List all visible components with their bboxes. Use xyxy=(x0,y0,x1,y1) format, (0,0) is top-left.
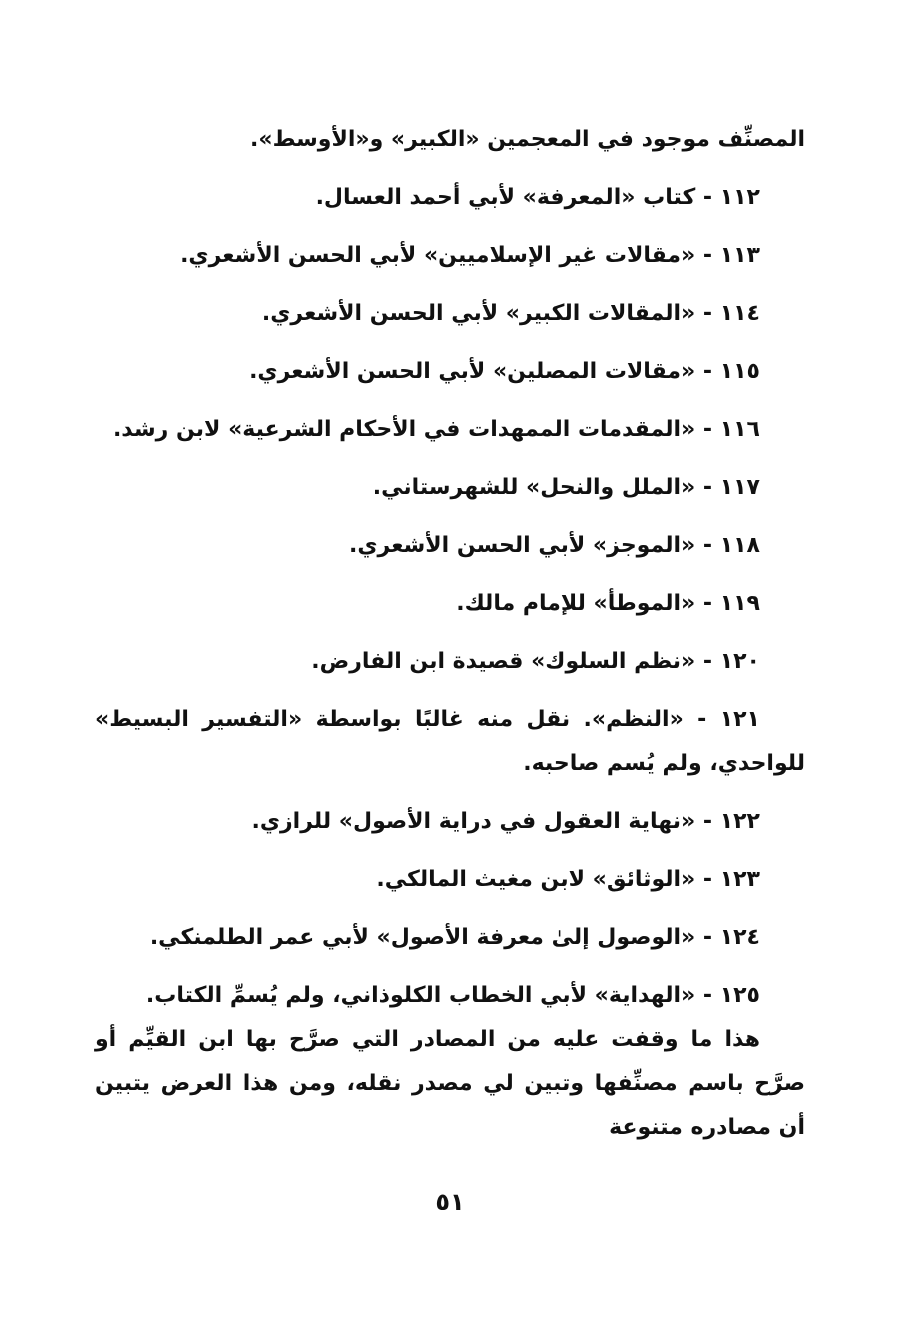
list-item: ١١٤ - «المقالات الكبير» لأبي الحسن الأشعري. xyxy=(261,301,760,326)
list-item: ١١٨ - «الموجز» لأبي الحسن الأشعري. xyxy=(349,533,760,558)
page-number: ٥١ xyxy=(435,1188,465,1216)
list-item: ١٢٣ - «الوثائق» لابن مغيث المالكي. xyxy=(376,867,760,892)
page-body xyxy=(95,118,805,1150)
list-item: ١١٧ - «الملل والنحل» للشهرستاني. xyxy=(372,475,760,500)
list-item: ١١٥ - «مقالات المصلين» لأبي الحسن الأشعري. xyxy=(249,359,760,384)
list-item-wrapped: ١٢١ - «النظم». نقل منه غالبًا بواسطة «التفسير البسيط» للواحدي، ولم يُسم صاحبه. xyxy=(95,707,805,776)
list-item: ١٢٠ - «نظم السلوك» قصيدة ابن الفارض. xyxy=(311,649,760,674)
list-item: ١١٣ - «مقالات غير الإسلاميين» لأبي الحسن الأشعري. xyxy=(180,243,760,268)
list-item: ١١٦ - «المقدمات الممهدات في الأحكام الشرعية» لابن رشد. xyxy=(112,417,760,442)
intro-line: المصنِّف موجود في المعجمين «الكبير» و«الأوسط». xyxy=(250,127,805,152)
closing-paragraph: هذا ما وقفت عليه من المصادر التي صرَّح بها ابن القيِّم أو صرَّح باسم مصنِّفها وتبين لي مصدر نقله، ومن هذا العرض يتبين أن مصادره متنوعة xyxy=(95,1027,805,1140)
list-item: ١١٩ - «الموطأ» للإمام مالك. xyxy=(456,591,760,616)
list-item: ١٢٤ - «الوصول إلىٰ معرفة الأصول» لأبي عمر الطلمنكي. xyxy=(149,925,760,950)
list-item: ١٢٥ - «الهداية» لأبي الخطاب الكلوذاني، ولم يُسمِّ الكتاب. xyxy=(145,983,760,1008)
list-item: ١٢٢ - «نهاية العقول في دراية الأصول» للرازي. xyxy=(251,809,760,834)
list-item: ١١٢ - كتاب «المعرفة» لأبي أحمد العسال. xyxy=(315,185,760,210)
